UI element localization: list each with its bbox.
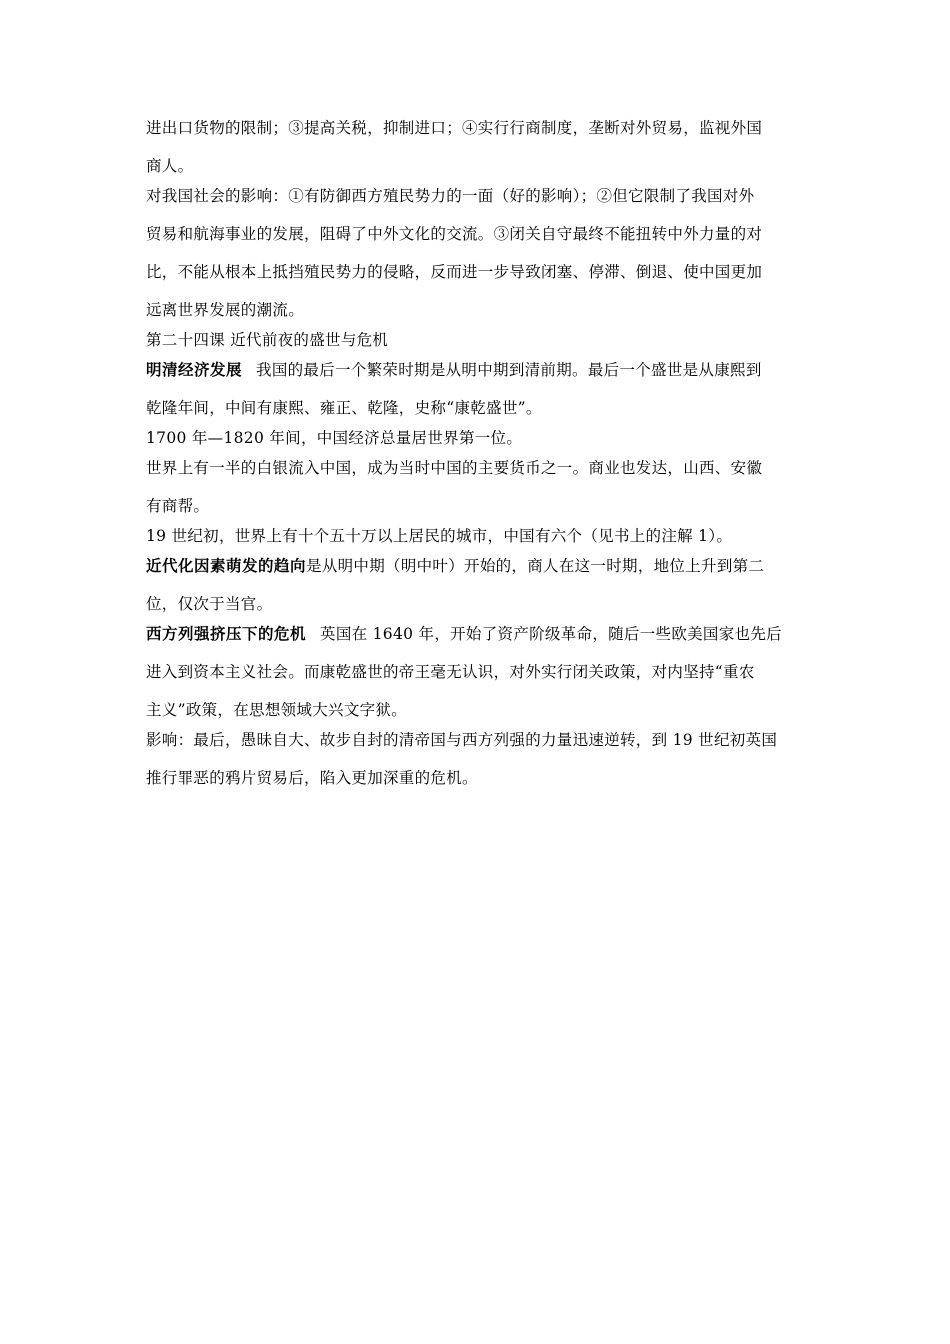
text-line: 进出口货物的限制；③提高关税，抑制进口；④实行行商制度，垄断对外贸易，监视外国	[146, 119, 763, 137]
text-line	[146, 360, 810, 380]
text-span: 我国的最后一个繁荣时期是从明中期到清前期。最后一个盛世是从康熙到	[256, 361, 762, 379]
text-line: 比，不能从根本上抵挡殖民势力的侵略，反而进一步导致闭塞、停滞、倒退、使中国更加	[146, 263, 763, 281]
text-line: 世界上有一半的白银流入中国，成为当时中国的主要货币之一。商业也发达，山西、安徽	[146, 459, 763, 477]
text-line: 1700 年—1820 年间，中国经济总量居世界第一位。	[146, 429, 523, 447]
text-line: 主义”政策，在思想领域大兴文字狱。	[146, 701, 408, 719]
text-line: 乾隆年间，中间有康熙、雍正、乾隆，史称“康乾盛世”。	[146, 399, 542, 417]
section-heading: 明清经济发展	[146, 361, 243, 379]
document-body	[146, 118, 810, 788]
text-line: 有商帮。	[146, 497, 210, 515]
text-span: 是从明中期（明中叶）开始的，商人在这一时期，地位上升到第二	[306, 557, 765, 575]
text-line: 贸易和航海事业的发展，阻碍了中外文化的交流。③闭关自守最终不能扭转中外力量的对	[146, 225, 763, 243]
lesson-title: 第二十四课 近代前夜的盛世与危机	[146, 331, 389, 349]
text-line: 远离世界发展的潮流。	[146, 301, 305, 319]
section-heading: 近代化因素萌发的趋向	[146, 557, 307, 575]
text-line: 影响：最后，愚昧自大、故步自封的清帝国与西方列强的力量迅速逆转，到 19 世纪初英国	[146, 731, 778, 749]
text-line: 19 世纪初，世界上有十个五十万以上居民的城市，中国有六个（见书上的注解 1）。	[146, 527, 733, 545]
text-line	[146, 624, 810, 644]
section-heading: 西方列强挤压下的危机	[146, 625, 307, 643]
text-line: 对我国社会的影响：①有防御西方殖民势力的一面（好的影响）；②但它限制了我国对外	[146, 187, 755, 205]
text-line: 推行罪恶的鸦片贸易后，陷入更加深重的危机。	[146, 769, 478, 787]
text-line	[146, 556, 810, 576]
text-span: 英国在 1640 年，开始了资产阶级革命，随后一些欧美国家也先后	[320, 625, 782, 643]
text-line: 位，仅次于当官。	[146, 595, 273, 613]
text-line: 商人。	[146, 157, 194, 175]
text-line: 进入到资本主义社会。而康乾盛世的帝王毫无认识，对外实行闭关政策，对内坚持“重农	[146, 663, 755, 681]
